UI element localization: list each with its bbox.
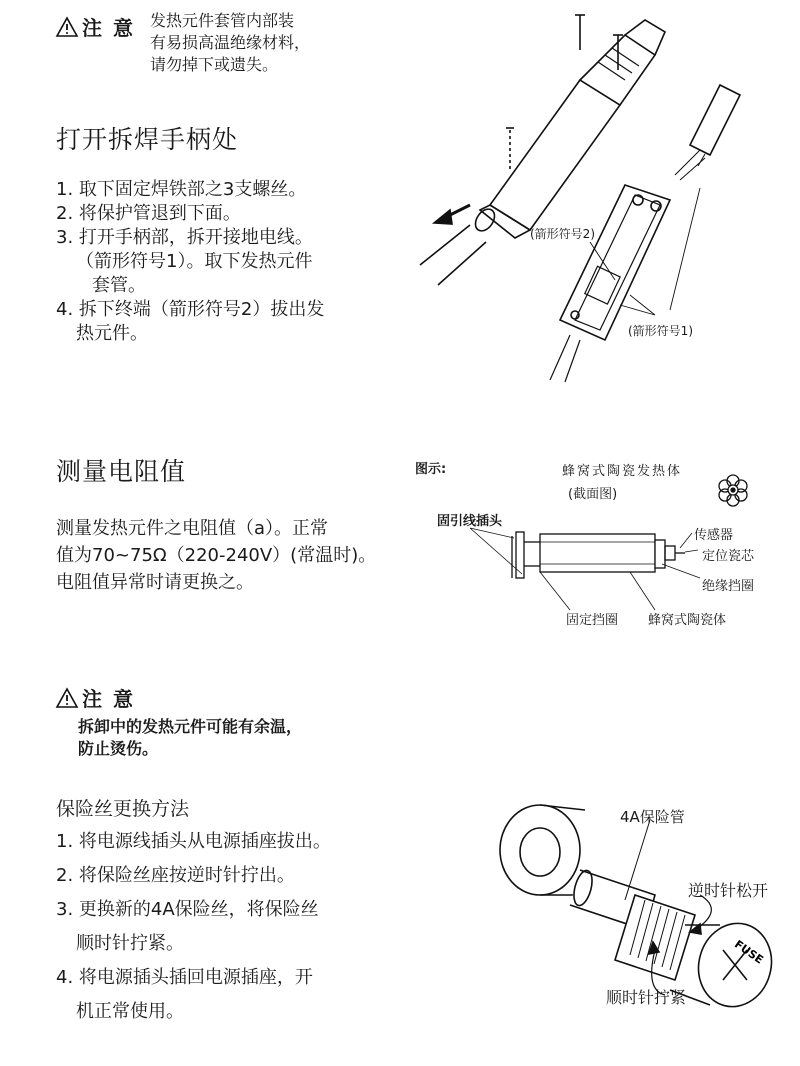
step-item-cont: 套管。 bbox=[92, 275, 146, 296]
warning-line: 有易损高温绝缘材料， bbox=[150, 33, 311, 52]
open-handle-steps bbox=[56, 178, 324, 346]
warning-title: 注 意 bbox=[82, 687, 135, 711]
warning-text-2 bbox=[78, 716, 302, 760]
para-line: 电阻值异常时请更换之。 bbox=[56, 572, 254, 593]
step-item: 4. 拆下终端（箭形符号2）拔出发 bbox=[56, 299, 325, 320]
step-item: 1. 将电源线插头从电源插座拔出。 bbox=[56, 831, 331, 852]
handle-disassembly-illustration bbox=[420, 10, 760, 390]
step-item-cont: 顺时针拧紧。 bbox=[76, 933, 184, 954]
insulation-ring-label: 绝缘挡圈 bbox=[702, 579, 755, 594]
section-title-resistance: 测量电阻值 bbox=[56, 457, 187, 486]
fuse-steps bbox=[56, 825, 331, 1029]
para-line: 值为70~75Ω（220-240V）(常温时)。 bbox=[56, 545, 377, 566]
section-view-label: (截面图) bbox=[568, 487, 618, 502]
step-item: 2. 将保险丝座按逆时针拧出。 bbox=[56, 865, 295, 886]
warning-text-1 bbox=[150, 10, 310, 76]
cross-section-icon bbox=[719, 475, 747, 506]
warning-heading-2 bbox=[56, 683, 135, 712]
cw-tighten-label: 顺时针拧紧 bbox=[606, 988, 687, 1007]
step-item: 4. 将电源插头插回电源插座，开 bbox=[56, 967, 313, 988]
warning-line: 防止烫伤。 bbox=[78, 739, 159, 758]
warning-line: 请勿掉下或遗失。 bbox=[150, 55, 279, 74]
warning-line: 发热元件套管内部装 bbox=[150, 11, 295, 30]
warning-triangle-icon bbox=[56, 17, 78, 37]
warning-triangle-icon bbox=[56, 688, 78, 708]
step-item-cont: 热元件。 bbox=[76, 323, 148, 344]
step-item-cont: （箭形符号1）。取下发热元件 bbox=[76, 251, 313, 272]
step-item-cont: 机正常使用。 bbox=[76, 1001, 184, 1022]
sensor-label: 传感器 bbox=[694, 528, 734, 543]
figure-caption: 图示: bbox=[415, 462, 447, 477]
step-item: 1. 取下固定焊铁部之3支螺丝。 bbox=[56, 179, 307, 200]
step-item: 2. 将保护管退到下面。 bbox=[56, 203, 241, 224]
step-item: 3. 打开手柄部，拆开接地电线。 bbox=[56, 227, 313, 248]
fuse-tube-label: 4A保险管 bbox=[620, 808, 685, 826]
fixed-ring-label: 固定挡圈 bbox=[566, 613, 619, 628]
section-title-open-handle: 打开拆焊手柄处 bbox=[56, 125, 239, 154]
warning-line: 拆卸中的发热元件可能有余温， bbox=[78, 717, 303, 736]
arrow-symbol-2-label: (箭形符号2) bbox=[530, 227, 595, 241]
heating-element-diagram bbox=[480, 470, 780, 620]
section-title-fuse: 保险丝更换方法 bbox=[56, 798, 190, 820]
resistance-paragraph bbox=[56, 515, 376, 596]
ceramic-body-label: 蜂窝式陶瓷体 bbox=[648, 613, 727, 628]
lead-plug-label: 固引线插头 bbox=[437, 514, 503, 529]
fuse-cap-text: FUSE bbox=[732, 937, 766, 967]
para-line: 测量发热元件之电阻值（a）。正常 bbox=[56, 518, 329, 539]
warning-title: 注 意 bbox=[82, 16, 135, 40]
warning-heading-1 bbox=[56, 12, 135, 41]
arrow-symbol-1-label: (箭形符号1) bbox=[628, 324, 693, 338]
ceramic-heater-label: 蜂窝式陶瓷发热体 bbox=[562, 464, 683, 479]
ccw-loosen-label: 逆时针松开 bbox=[688, 881, 769, 900]
positioning-core-label: 定位瓷芯 bbox=[702, 549, 755, 564]
step-item: 3. 更换新的4A保险丝，将保险丝 bbox=[56, 899, 319, 920]
